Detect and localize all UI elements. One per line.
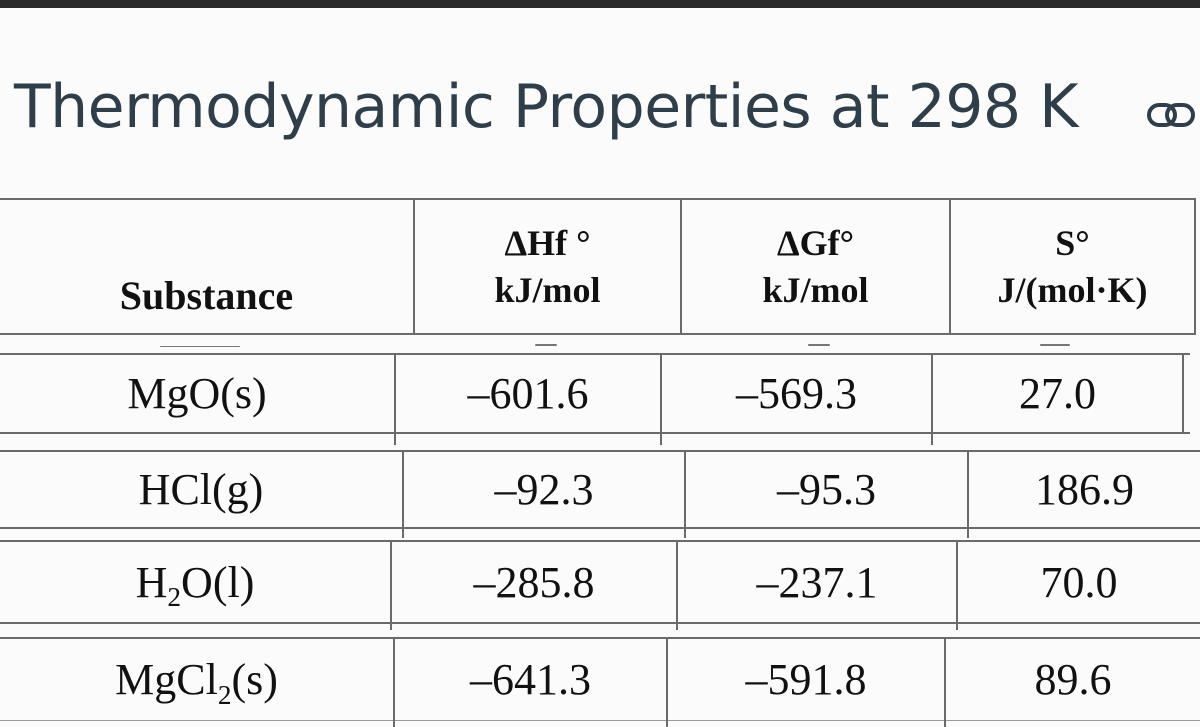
gibbs-value: –95.3: [777, 465, 876, 514]
page-title: Thermodynamic Properties at 298 K: [14, 72, 1079, 142]
formula-base: H: [135, 557, 168, 607]
entropy-value: 70.0: [1040, 557, 1118, 607]
entropy-value: 89.6: [1034, 655, 1112, 704]
header-divider: [1194, 198, 1196, 335]
link-icon[interactable]: [1146, 98, 1196, 134]
gibbs-unit: kJ/mol: [762, 269, 869, 310]
column-header-gibbs: [682, 200, 949, 333]
header-bottom-border: [0, 333, 1196, 335]
gibbs-value: –569.3: [736, 369, 857, 418]
entropy-unit: J/(mol·K): [997, 269, 1148, 310]
top-border: [0, 0, 1200, 8]
formula-base: MgCl: [115, 655, 218, 704]
enthalpy-value: –641.3: [470, 655, 591, 704]
entropy-value: 186.9: [1035, 465, 1134, 514]
row-border: [0, 720, 1200, 721]
enthalpy-value: –92.3: [494, 465, 594, 514]
underlying-row-remnant: [808, 344, 830, 346]
underlying-row-remnant: [1040, 344, 1070, 346]
column-header-entropy: [951, 200, 1194, 333]
formula-subscript: 2: [217, 679, 232, 710]
table-row-substance: [0, 639, 393, 720]
formula-text: MgO(s): [127, 369, 267, 418]
gibbs-value: –237.1: [756, 557, 878, 607]
formula-text: [115, 654, 278, 710]
formula-tail: O(l): [181, 557, 255, 607]
table-row-substance: [0, 452, 402, 527]
underlying-row-remnant: [535, 344, 557, 346]
formula-text: [135, 557, 255, 613]
enthalpy-unit: kJ/mol: [494, 269, 601, 310]
underlying-row-remnant: [160, 346, 240, 347]
formula-subscript: 2: [167, 582, 182, 613]
enthalpy-symbol: ΔHf °: [504, 222, 591, 263]
row-divider: [1182, 353, 1184, 433]
enthalpy-value: –601.6: [467, 369, 589, 418]
formula-text: HCl(g): [138, 465, 264, 514]
enthalpy-value: –285.8: [473, 557, 595, 607]
table-row-substance: [0, 542, 390, 622]
row-border: [0, 432, 1190, 434]
entropy-value: 27.0: [1019, 369, 1096, 418]
gibbs-value: –591.8: [745, 655, 867, 704]
row-border: [0, 527, 1200, 529]
formula-tail: (s): [231, 655, 278, 704]
entropy-symbol: S°: [1055, 222, 1090, 263]
column-header-enthalpy: [415, 200, 680, 333]
row-border: [0, 622, 1200, 624]
gibbs-symbol: ΔGf°: [777, 222, 854, 263]
column-header-substance: Substance: [119, 273, 294, 318]
table-row-substance: [0, 355, 394, 432]
